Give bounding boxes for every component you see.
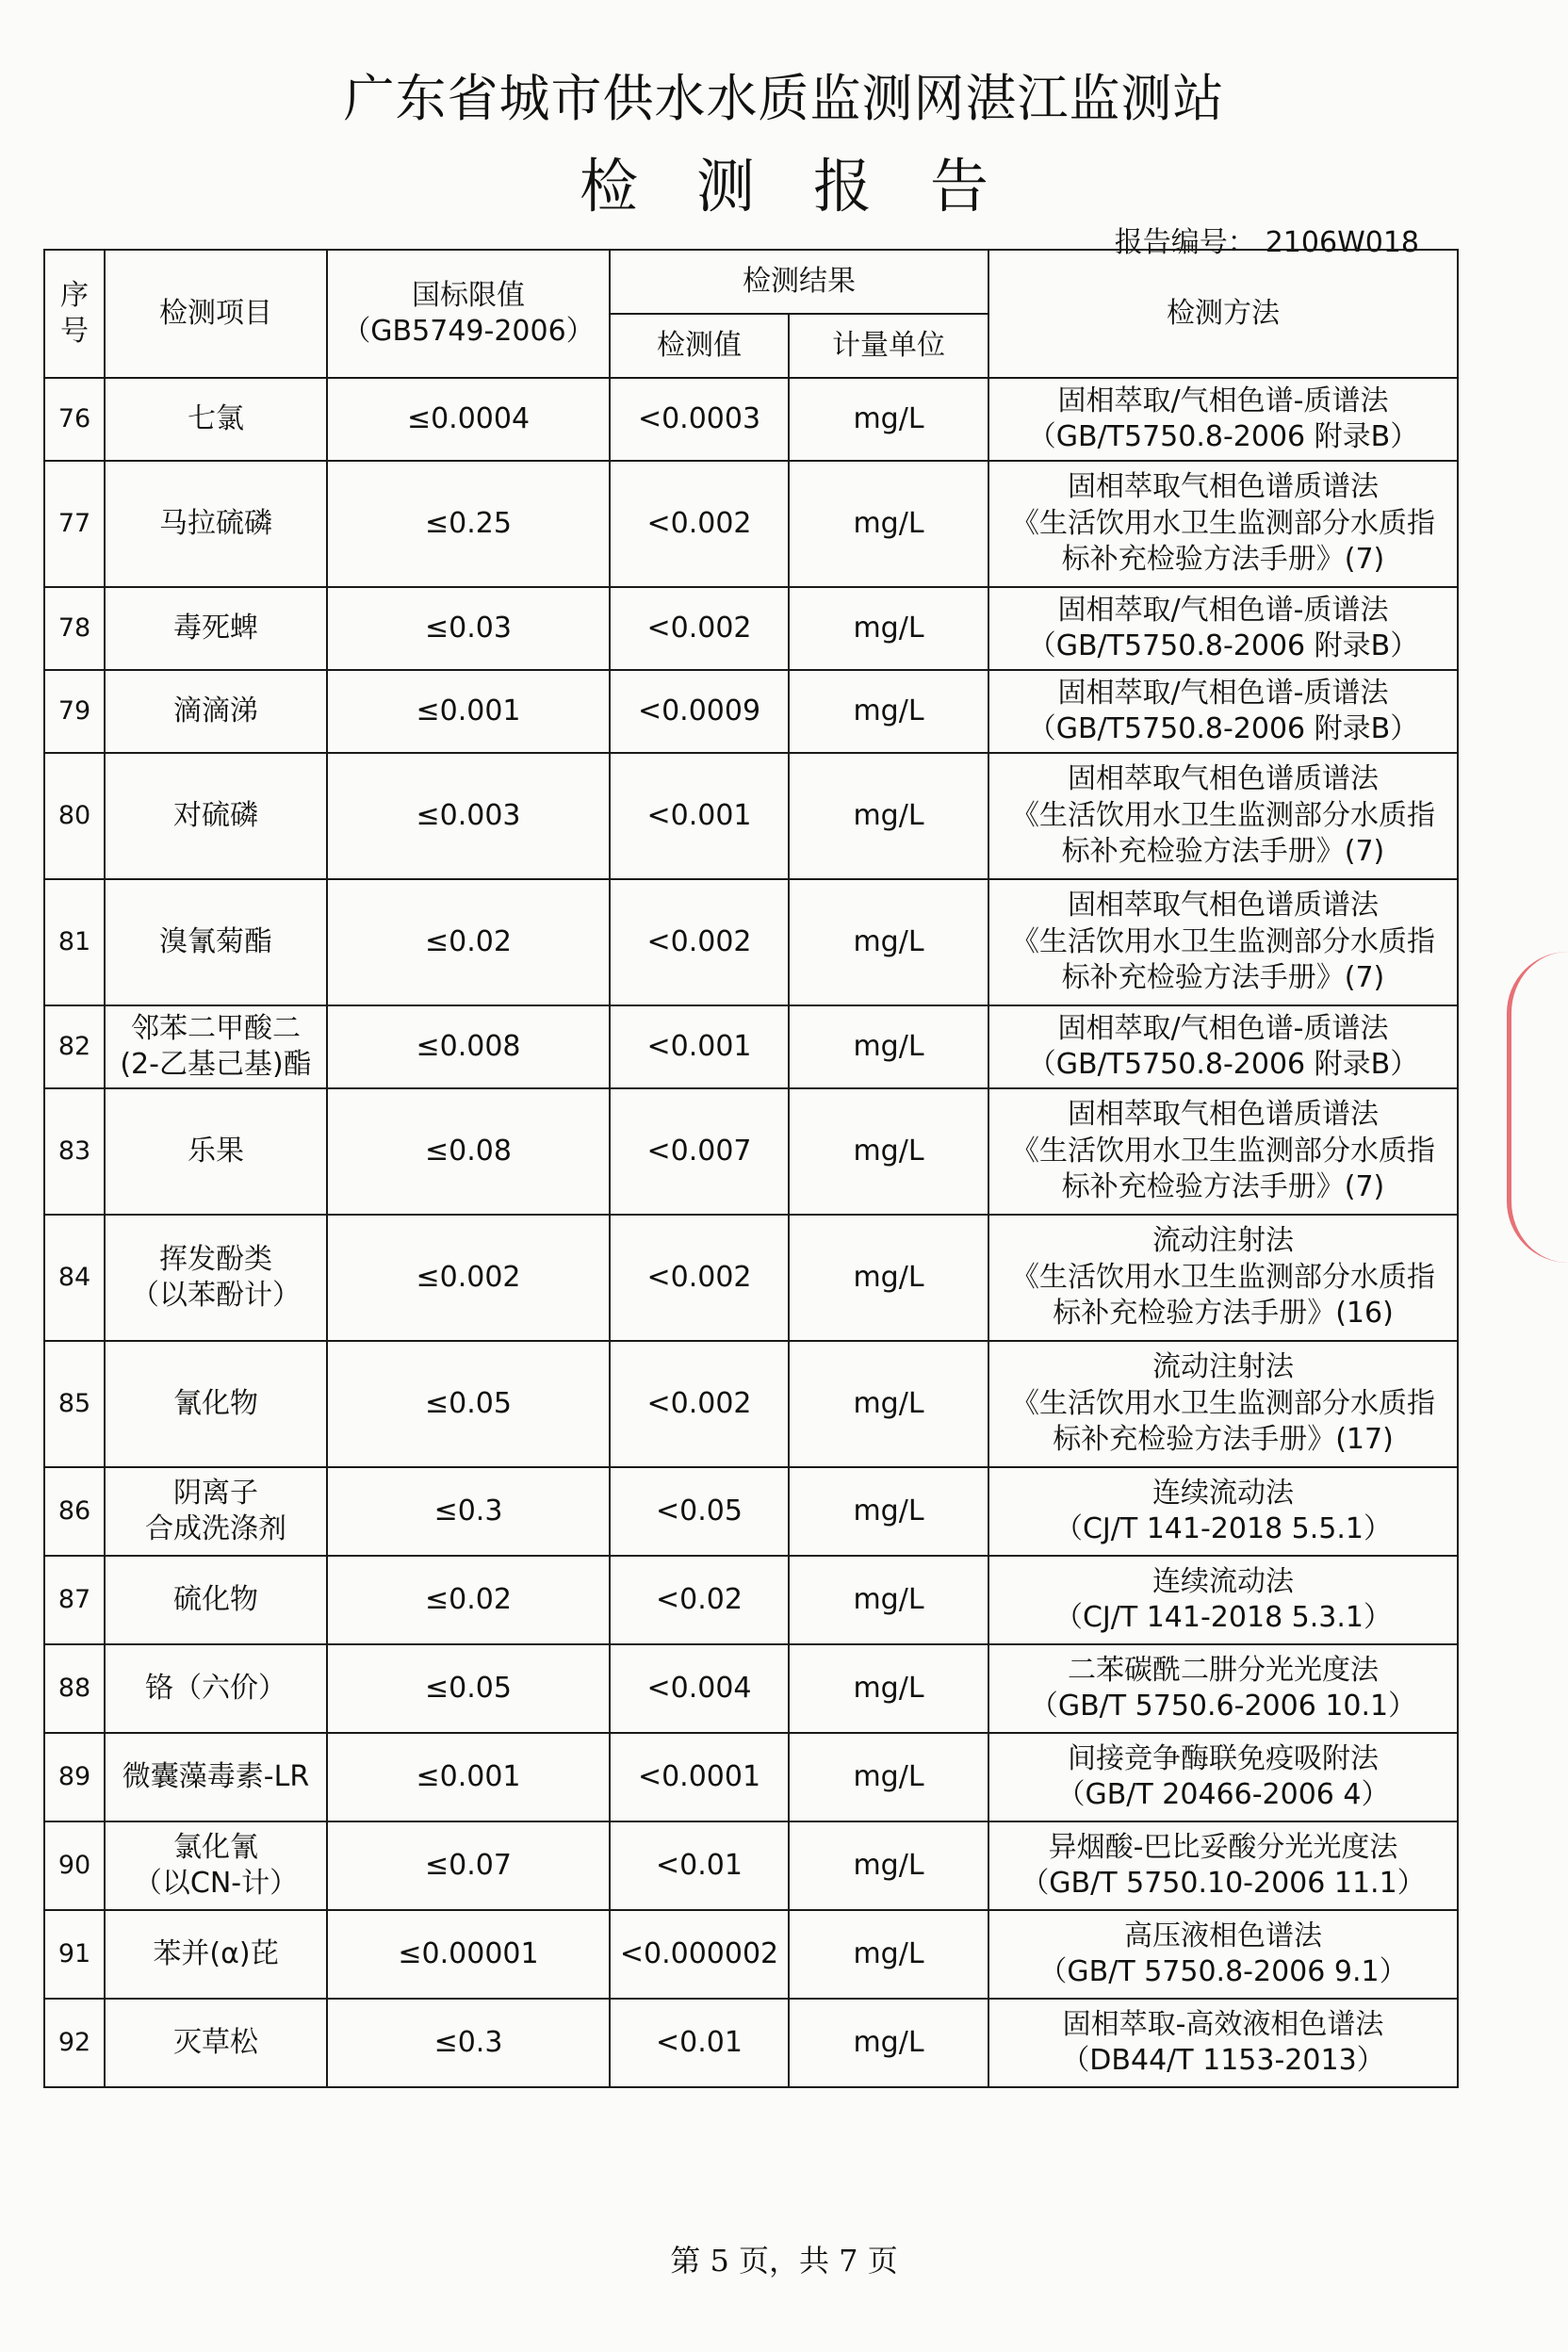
red-seal-stamp	[1507, 952, 1568, 1263]
cell-method	[988, 1556, 1458, 1644]
cell-method	[988, 1644, 1458, 1733]
cell-method-line: （GB/T5750.8-2006 附录B）	[1027, 629, 1419, 662]
cell-item-line: 溴氰菊酯	[159, 924, 272, 958]
cell-unit: mg/L	[789, 587, 988, 670]
cell-method-line: 连续流动法	[1152, 1564, 1294, 1598]
header-limit	[327, 250, 610, 378]
cell-item-line: 硫化物	[173, 1582, 258, 1616]
cell-seq: 79	[44, 670, 105, 753]
cell-item	[105, 461, 327, 587]
header-seq-label: 序号	[60, 279, 89, 348]
cell-value: <0.0003	[610, 378, 789, 461]
cell-value: <0.02	[610, 1556, 789, 1644]
cell-method	[988, 378, 1458, 461]
cell-value: <0.004	[610, 1644, 789, 1733]
table-row	[44, 1341, 1458, 1467]
cell-limit: ≤0.25	[327, 461, 610, 587]
cell-unit: mg/L	[789, 1821, 988, 1910]
cell-seq: 89	[44, 1733, 105, 1821]
cell-value: <0.001	[610, 1005, 789, 1088]
table-row	[44, 1088, 1458, 1215]
cell-seq: 81	[44, 879, 105, 1005]
cell-seq: 90	[44, 1821, 105, 1910]
cell-method-line: 标补充检验方法手册》(7)	[1061, 961, 1385, 995]
cell-method-line: 《生活饮用水卫生监测部分水质指	[1011, 506, 1435, 540]
cell-seq: 78	[44, 587, 105, 670]
cell-limit: ≤0.001	[327, 670, 610, 753]
cell-limit: ≤0.02	[327, 879, 610, 1005]
cell-method-line: （GB/T 5750.8-2006 9.1）	[1038, 1955, 1408, 1988]
cell-limit: ≤0.05	[327, 1341, 610, 1467]
cell-item-line: 挥发酚类	[159, 1242, 272, 1276]
cell-method-line: （GB/T5750.8-2006 附录B）	[1027, 1048, 1419, 1081]
header-limit-line2: （GB5749-2006）	[342, 315, 595, 348]
cell-method-line: 高压液相色谱法	[1124, 1919, 1322, 1952]
cell-unit: mg/L	[789, 753, 988, 879]
cell-method-line: （GB/T 5750.10-2006 11.1）	[1021, 1867, 1426, 1900]
table-row	[44, 461, 1458, 587]
table-row	[44, 1467, 1458, 1556]
cell-seq: 77	[44, 461, 105, 587]
table-row	[44, 1910, 1458, 1999]
cell-value: <0.002	[610, 587, 789, 670]
header-limit-line1: 国标限值	[412, 278, 525, 312]
cell-method-line: 固相萃取气相色谱质谱法	[1068, 889, 1379, 923]
cell-value: <0.002	[610, 1215, 789, 1341]
cell-unit: mg/L	[789, 1341, 988, 1467]
report-number-label: 报告编号：	[1114, 226, 1256, 259]
header-item: 检测项目	[105, 250, 327, 378]
cell-method-line: 标补充检验方法手册》(16)	[1053, 1297, 1394, 1331]
table-row	[44, 1644, 1458, 1733]
cell-method-line: （CJ/T 141-2018 5.5.1）	[1054, 1512, 1393, 1545]
cell-method	[988, 1215, 1458, 1341]
cell-unit: mg/L	[789, 1733, 988, 1821]
cell-unit: mg/L	[789, 1556, 988, 1644]
cell-unit: mg/L	[789, 1215, 988, 1341]
table-row	[44, 753, 1458, 879]
cell-item	[105, 1467, 327, 1556]
cell-seq: 86	[44, 1467, 105, 1556]
cell-unit: mg/L	[789, 461, 988, 587]
table-row	[44, 1556, 1458, 1644]
cell-method	[988, 461, 1458, 587]
cell-item-line: 马拉硫磷	[159, 506, 272, 540]
cell-item-line: 毒死蜱	[173, 611, 258, 645]
cell-method	[988, 670, 1458, 753]
header-result: 检测结果	[610, 250, 988, 314]
cell-limit: ≤0.3	[327, 1999, 610, 2087]
cell-method-line: 流动注射法	[1152, 1224, 1294, 1258]
cell-seq: 83	[44, 1088, 105, 1215]
cell-item-line: 七氯	[188, 401, 244, 435]
cell-item	[105, 1999, 327, 2087]
cell-item-line: 氯化氰	[173, 1830, 258, 1864]
cell-value: <0.007	[610, 1088, 789, 1215]
cell-value: <0.05	[610, 1467, 789, 1556]
cell-method-line: 连续流动法	[1152, 1476, 1294, 1510]
cell-limit: ≤0.00001	[327, 1910, 610, 1999]
cell-value: <0.002	[610, 461, 789, 587]
cell-value: <0.000002	[610, 1910, 789, 1999]
cell-item	[105, 587, 327, 670]
cell-method-line: 固相萃取气相色谱质谱法	[1068, 470, 1379, 504]
cell-unit: mg/L	[789, 1644, 988, 1733]
cell-method	[988, 1088, 1458, 1215]
cell-method-line: 《生活饮用水卫生监测部分水质指	[1011, 1134, 1435, 1168]
cell-method-line: 标补充检验方法手册》(7)	[1061, 1170, 1385, 1204]
cell-method	[988, 1341, 1458, 1467]
cell-seq: 82	[44, 1005, 105, 1088]
cell-seq: 92	[44, 1999, 105, 2087]
cell-method	[988, 1999, 1458, 2087]
cell-seq: 85	[44, 1341, 105, 1467]
cell-item-line: 滴滴涕	[173, 694, 258, 727]
table-row	[44, 1999, 1458, 2087]
cell-method-line: 固相萃取/气相色谱-质谱法	[1057, 384, 1389, 417]
document-title: 检测报告	[579, 152, 1047, 220]
page-footer: 第 5 页，共 7 页	[670, 2243, 898, 2278]
cell-value: <0.002	[610, 879, 789, 1005]
cell-item	[105, 1644, 327, 1733]
cell-value: <0.001	[610, 753, 789, 879]
cell-item	[105, 378, 327, 461]
table-row	[44, 1733, 1458, 1821]
report-number-value: 2106W018	[1265, 226, 1419, 259]
table-body	[44, 378, 1458, 2087]
header-seq	[44, 250, 105, 378]
cell-method-line: 固相萃取/气相色谱-质谱法	[1057, 593, 1389, 627]
table-row	[44, 1215, 1458, 1341]
cell-method-line: 固相萃取/气相色谱-质谱法	[1057, 676, 1389, 710]
cell-item	[105, 1733, 327, 1821]
cell-item	[105, 753, 327, 879]
cell-method-line: 《生活饮用水卫生监测部分水质指	[1011, 924, 1435, 958]
cell-unit: mg/L	[789, 1088, 988, 1215]
cell-item	[105, 1341, 327, 1467]
cell-item	[105, 1088, 327, 1215]
cell-item-line: 灭草松	[173, 2025, 258, 2059]
cell-method-line: 《生活饮用水卫生监测部分水质指	[1011, 798, 1435, 832]
cell-unit: mg/L	[789, 1910, 988, 1999]
cell-method	[988, 879, 1458, 1005]
table-row	[44, 879, 1458, 1005]
cell-seq: 88	[44, 1644, 105, 1733]
cell-seq: 80	[44, 753, 105, 879]
cell-item	[105, 1910, 327, 1999]
cell-method-line: （GB/T5750.8-2006 附录B）	[1027, 420, 1419, 453]
cell-value: <0.002	[610, 1341, 789, 1467]
cell-method	[988, 1821, 1458, 1910]
cell-limit: ≤0.08	[327, 1088, 610, 1215]
cell-method-line: 固相萃取/气相色谱-质谱法	[1057, 1011, 1389, 1045]
cell-method-line: 标补充检验方法手册》(7)	[1061, 543, 1385, 577]
cell-unit: mg/L	[789, 1467, 988, 1556]
cell-method-line: （GB/T5750.8-2006 附录B）	[1027, 712, 1419, 745]
cell-limit: ≤0.03	[327, 587, 610, 670]
cell-limit: ≤0.001	[327, 1733, 610, 1821]
cell-item-line: 阴离子	[173, 1476, 258, 1510]
cell-method-line: 《生活饮用水卫生监测部分水质指	[1011, 1260, 1435, 1294]
cell-limit: ≤0.002	[327, 1215, 610, 1341]
cell-method-line: 标补充检验方法手册》(17)	[1053, 1423, 1394, 1457]
cell-method-line: 二苯碳酰二肼分光光度法	[1068, 1653, 1379, 1687]
organization-title: 广东省城市供水水质监测网湛江监测站	[343, 69, 1225, 128]
cell-method	[988, 1910, 1458, 1999]
cell-limit: ≤0.02	[327, 1556, 610, 1644]
cell-limit: ≤0.05	[327, 1644, 610, 1733]
cell-method-line: （CJ/T 141-2018 5.3.1）	[1054, 1601, 1393, 1634]
cell-method-line: （DB44/T 1153-2013）	[1061, 2044, 1385, 2077]
cell-method	[988, 1467, 1458, 1556]
cell-item-line: 苯并(α)芘	[153, 1936, 279, 1970]
table-row	[44, 378, 1458, 461]
cell-method	[988, 753, 1458, 879]
cell-method-line: （GB/T 20466-2006 4）	[1056, 1778, 1390, 1811]
cell-item-line: 氰化物	[173, 1386, 258, 1420]
cell-seq: 84	[44, 1215, 105, 1341]
cell-item-line: 合成洗涤剂	[145, 1512, 286, 1545]
cell-method-line: （GB/T 5750.6-2006 10.1）	[1029, 1690, 1417, 1723]
cell-limit: ≤0.008	[327, 1005, 610, 1088]
cell-item	[105, 879, 327, 1005]
cell-value: <0.0009	[610, 670, 789, 753]
table-row	[44, 1821, 1458, 1910]
cell-item	[105, 1821, 327, 1910]
cell-seq: 91	[44, 1910, 105, 1999]
table-row	[44, 670, 1458, 753]
cell-method-line: 间接竞争酶联免疫吸附法	[1068, 1741, 1379, 1775]
cell-value: <0.01	[610, 1999, 789, 2087]
cell-item	[105, 1556, 327, 1644]
cell-method-line: 固相萃取-高效液相色谱法	[1062, 2007, 1384, 2041]
cell-unit: mg/L	[789, 1005, 988, 1088]
cell-unit: mg/L	[789, 1999, 988, 2087]
cell-method-line: 固相萃取气相色谱质谱法	[1068, 762, 1379, 796]
cell-item-line: 对硫磷	[173, 798, 258, 832]
cell-item-line: 铬（六价）	[145, 1671, 286, 1705]
cell-method-line: 标补充检验方法手册》(7)	[1061, 835, 1385, 869]
cell-limit: ≤0.3	[327, 1467, 610, 1556]
header-method: 检测方法	[988, 250, 1458, 378]
cell-item	[105, 1005, 327, 1088]
cell-method-line: 《生活饮用水卫生监测部分水质指	[1011, 1386, 1435, 1420]
cell-value: <0.0001	[610, 1733, 789, 1821]
cell-seq: 76	[44, 378, 105, 461]
cell-unit: mg/L	[789, 670, 988, 753]
cell-item-line: （以CN-计）	[133, 1867, 299, 1900]
header-value: 检测值	[610, 314, 789, 378]
results-table	[43, 249, 1459, 2088]
cell-method-line: 流动注射法	[1152, 1350, 1294, 1384]
cell-item-line: 微囊藻毒素-LR	[122, 1759, 310, 1793]
cell-item-line: （以苯酚计）	[131, 1279, 301, 1312]
cell-item	[105, 1215, 327, 1341]
cell-method-line: 异烟酸-巴比妥酸分光光度法	[1048, 1830, 1398, 1864]
table-row	[44, 1005, 1458, 1088]
cell-item-line: 乐果	[188, 1134, 244, 1168]
cell-item	[105, 670, 327, 753]
cell-limit: ≤0.003	[327, 753, 610, 879]
cell-value: <0.01	[610, 1821, 789, 1910]
cell-method	[988, 1005, 1458, 1088]
cell-seq: 87	[44, 1556, 105, 1644]
table-row	[44, 587, 1458, 670]
cell-method	[988, 587, 1458, 670]
header-unit: 计量单位	[789, 314, 988, 378]
cell-unit: mg/L	[789, 879, 988, 1005]
cell-limit: ≤0.0004	[327, 378, 610, 461]
cell-limit: ≤0.07	[327, 1821, 610, 1910]
cell-method-line: 固相萃取气相色谱质谱法	[1068, 1098, 1379, 1132]
cell-unit: mg/L	[789, 378, 988, 461]
cell-item-line: (2-乙基己基)酯	[120, 1048, 312, 1081]
cell-item-line: 邻苯二甲酸二	[131, 1011, 301, 1045]
cell-method	[988, 1733, 1458, 1821]
